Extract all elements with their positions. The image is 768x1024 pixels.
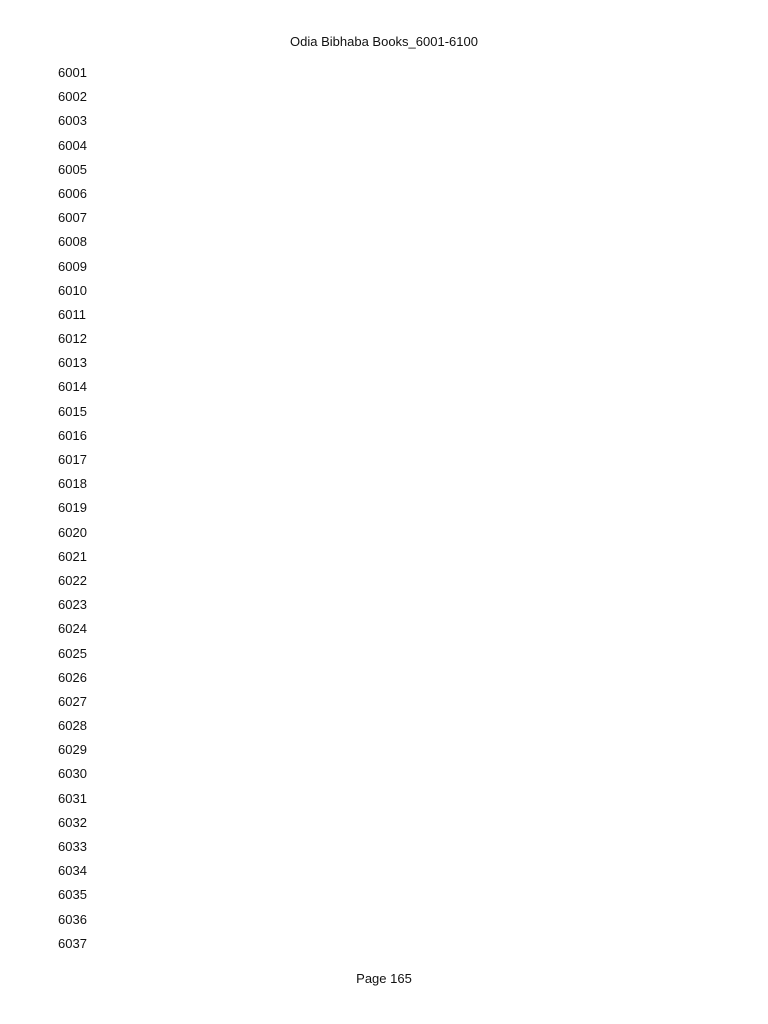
row-number: 6010 <box>58 282 87 298</box>
table-row <box>0 908 768 932</box>
table-row <box>0 230 768 254</box>
row-number: 6001 <box>58 65 87 80</box>
row-number: 6015 <box>58 403 87 419</box>
table-row <box>0 883 768 907</box>
row-number: 6018 <box>58 476 87 492</box>
table-row <box>0 303 768 327</box>
row-number: 6027 <box>58 693 87 709</box>
table-row <box>0 158 768 182</box>
row-number: 6014 <box>58 379 87 395</box>
table-row <box>0 182 768 206</box>
row-number: 6023 <box>58 597 87 613</box>
table-row <box>0 787 768 811</box>
row-number: 6024 <box>58 621 87 637</box>
row-number: 6033 <box>58 839 87 854</box>
table-row <box>0 109 768 133</box>
page-header: Odia Bibhaba Books_6001-6100 <box>290 34 478 49</box>
row-number: 6028 <box>58 718 87 734</box>
table-row <box>0 617 768 641</box>
row-number: 6034 <box>58 863 87 879</box>
table-row <box>0 835 768 859</box>
table-row <box>0 569 768 593</box>
row-number: 6031 <box>58 790 87 806</box>
row-number: 6004 <box>58 137 87 153</box>
row-number: 6002 <box>58 89 87 105</box>
table-row <box>0 859 768 883</box>
row-number: 6019 <box>58 500 87 516</box>
row-number: 6037 <box>58 935 87 951</box>
table-row <box>0 351 768 375</box>
row-number: 6026 <box>58 669 87 685</box>
page-footer: Page 165 <box>356 971 412 986</box>
table-row <box>0 714 768 738</box>
table-row <box>0 255 768 279</box>
table-row <box>0 666 768 690</box>
table-row <box>0 424 768 448</box>
row-number: 6013 <box>58 355 87 371</box>
row-number: 6020 <box>58 524 87 540</box>
row-number: 6003 <box>58 113 87 129</box>
row-number: 6029 <box>58 742 87 758</box>
row-number: 6009 <box>58 258 87 274</box>
table-row <box>0 61 768 85</box>
row-number: 6012 <box>58 331 87 347</box>
table-row <box>0 690 768 714</box>
table-row <box>0 642 768 666</box>
table-row <box>0 134 768 158</box>
row-number: 6030 <box>58 766 87 782</box>
table-row <box>0 206 768 230</box>
row-number: 6005 <box>58 161 87 177</box>
row-number: 6007 <box>58 210 87 226</box>
table-row <box>0 545 768 569</box>
row-number: 6025 <box>58 645 87 661</box>
table-row <box>0 279 768 303</box>
row-number: 6017 <box>58 452 87 467</box>
table-row <box>0 375 768 399</box>
row-number: 6011 <box>58 306 86 322</box>
row-number: 6008 <box>58 234 87 250</box>
row-number: 6036 <box>58 911 87 927</box>
table-row <box>0 85 768 109</box>
book-list <box>0 61 768 956</box>
table-row <box>0 593 768 617</box>
row-number: 6022 <box>58 572 87 588</box>
table-row <box>0 811 768 835</box>
table-row <box>0 738 768 762</box>
table-row <box>0 521 768 545</box>
table-row <box>0 762 768 786</box>
row-number: 6006 <box>58 185 87 201</box>
row-number: 6032 <box>58 814 87 830</box>
table-row <box>0 400 768 424</box>
table-row <box>0 472 768 496</box>
table-row <box>0 932 768 956</box>
row-number: 6016 <box>58 427 87 443</box>
table-row <box>0 448 768 472</box>
row-number: 6021 <box>58 548 87 564</box>
table-row <box>0 327 768 351</box>
table-row <box>0 496 768 520</box>
row-number: 6035 <box>58 887 87 903</box>
